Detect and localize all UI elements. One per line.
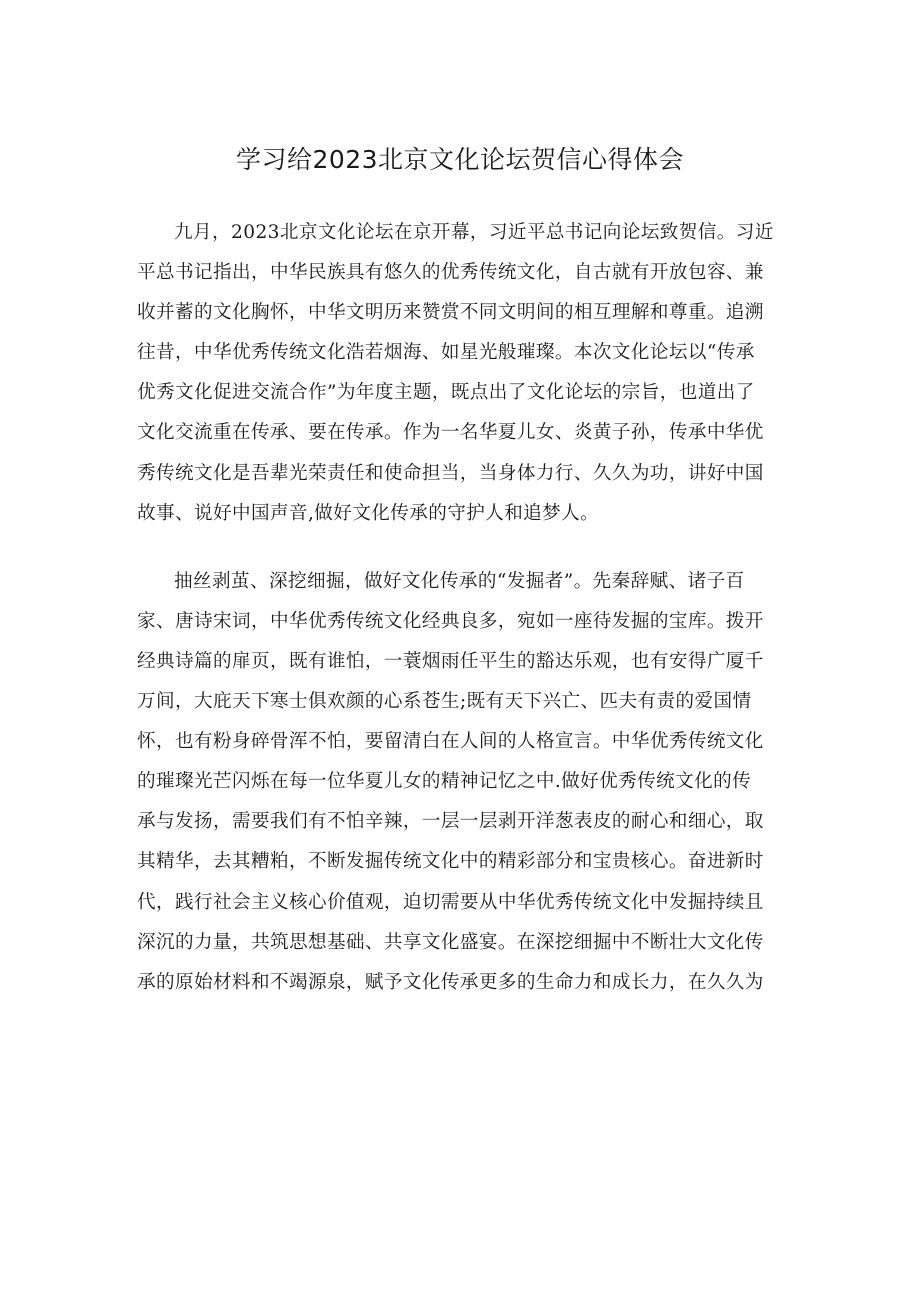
paragraph-2: 抽丝剥茧、深挖细掘，做好文化传承的“发掘者”。先秦辞赋、诸子百 家、唐诗宋词，中华优秀传统文化经典良多，宛如一座待发掘的宝库。拨开 经典诗篇的扉页，既有谁怕，一蓑烟雨任平生的豁达乐观，也有安得广厦千 万间，大庇天下寒士俱欢颜的心系苍生;既有天下兴亡、匹夫有责的爱国情 怀，也有粉身碎骨浑不怕，要留清白在人间的人格宣言。中华优秀传统文化 的璀璨光芒闪烁在每一位华夏儿女的精神记忆之中.做好优秀传统文化的传 承与发扬，需要我们有不怕辛辣，一层一层剥开洋葱表皮的耐心和细心，取 其精华，去其糟粕，不断发掘传统文化中的精彩部分和宝贵核心。奋进新时 代，践行社会主义核心价值观，迫切需要从中华优秀传统文化中发掘持续且 深沉的力量，共筑思想基础、共享文化盛宴。在深挖细掘中不断壮大文化传 承的原始材料和不竭源泉，赋予文化传承更多的生命力和成长力，在久久为 <box>137 570 764 993</box>
document-body <box>137 213 789 1003</box>
document-title: 学习给2023北京文化论坛贺信心得体会 <box>235 145 685 174</box>
paragraph-1: 九月，2023北京文化论坛在京开幕，习近平总书记向论坛致贺信。习近 平总书记指出，中华民族具有悠久的优秀传统文化，自古就有开放包容、兼 收并蓄的文化胸怀，中华文明历来赞赏不同文明间的相互理解和尊重。追溯 往昔，中华优秀传统文化浩若烟海、如星光般璀璨。本次文化论坛以“传承 优秀文化促进交流合作”为年度主题，既点出了文化论坛的宗旨，也道出了 文化交流重在传承、要在传承。作为一名华夏儿女、炎黄子孙，传承中华优 秀传统文化是吾辈光荣责任和使命担当，当身体力行、久久为功，讲好中国 故事、说好中国声音,做好文化传承的守护人和追梦人。 <box>137 222 774 524</box>
